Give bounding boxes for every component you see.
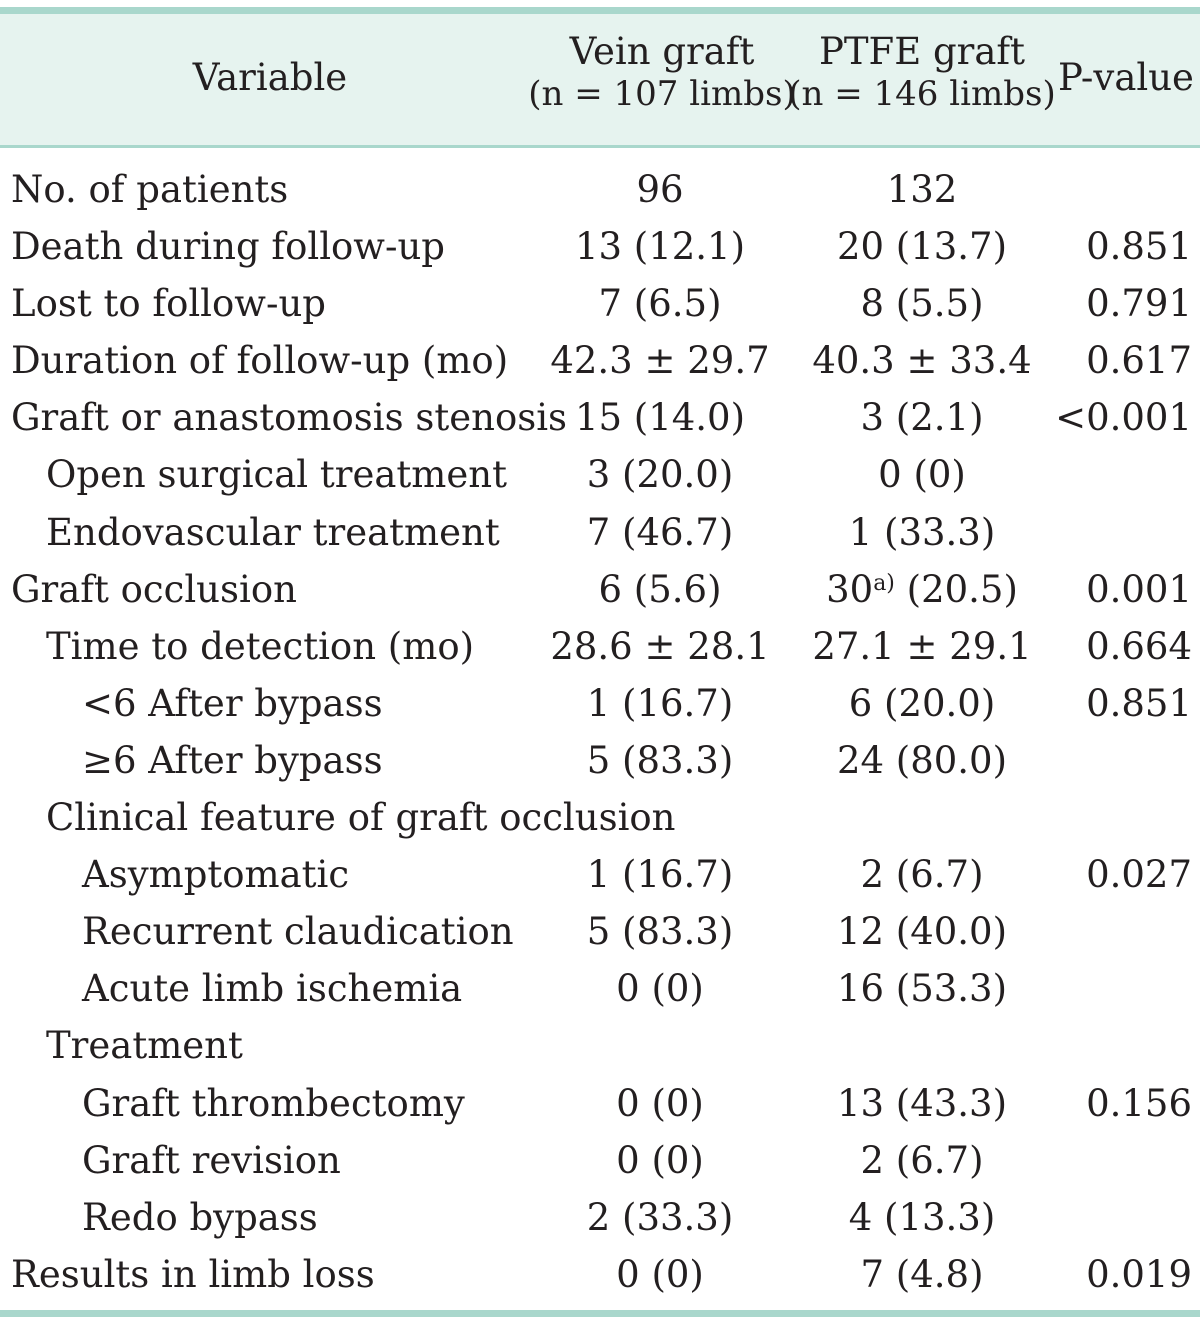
vein-value: 5 (83.3) (586, 738, 734, 782)
row-label: Time to detection (mo) (46, 624, 475, 668)
p-value: 0.001 (1086, 567, 1192, 611)
p-value: 0.851 (1086, 225, 1192, 269)
row-label: Results in limb loss (11, 1252, 375, 1296)
vein-value: 5 (83.3) (586, 910, 734, 954)
vein-value: 3 (20.0) (586, 453, 734, 497)
table-row (0, 960, 1200, 1017)
row-label: Endovascular treatment (46, 510, 500, 554)
p-value: 0.664 (1086, 624, 1192, 668)
table-row (0, 332, 1200, 389)
row-label: Asymptomatic (82, 853, 350, 897)
ptfe-value: 27.1 ± 29.1 (812, 624, 1032, 668)
vein-value: 0 (0) (616, 967, 704, 1011)
ptfe-value: 1 (33.3) (848, 510, 996, 554)
ptfe-value: 12 (40.0) (836, 910, 1008, 954)
table-body (0, 161, 1200, 1303)
header-vein-sub: (n = 107 limbs) (528, 74, 796, 115)
row-label: Graft occlusion (11, 567, 297, 611)
table-bottom-rule (0, 1310, 1200, 1317)
ptfe-value: 3 (2.1) (860, 396, 984, 440)
row-label: Graft thrombectomy (82, 1081, 465, 1125)
table-row (0, 1017, 1200, 1074)
table-row (0, 1075, 1200, 1132)
row-label: Clinical feature of graft occlusion (46, 796, 676, 840)
header-ptfe-graft (782, 30, 1062, 115)
header-ptfe-sub: (n = 146 limbs) (788, 74, 1056, 115)
ptfe-value: 8 (5.5) (860, 282, 984, 326)
vein-value: 1 (16.7) (586, 681, 734, 725)
vein-value: 7 (46.7) (586, 510, 734, 554)
header-pvalue: P-value (1058, 56, 1194, 99)
ptfe-value: 0 (0) (878, 453, 966, 497)
table-row (0, 561, 1200, 618)
p-value: 0.156 (1086, 1081, 1192, 1125)
row-label: Treatment (46, 1024, 243, 1068)
row-label: Lost to follow-up (11, 282, 326, 326)
ptfe-count: 30 (826, 567, 874, 611)
ptfe-value: 13 (43.3) (836, 1081, 1008, 1125)
vein-value: 96 (636, 168, 684, 211)
row-label: Redo bypass (82, 1195, 318, 1239)
row-label: Graft or anastomosis stenosis (11, 396, 568, 440)
table-row (0, 618, 1200, 675)
ptfe-percent: (20.5) (894, 567, 1018, 611)
vein-value: 13 (12.1) (574, 225, 746, 269)
ptfe-value: 2 (6.7) (860, 853, 984, 897)
table-row (0, 1189, 1200, 1246)
table-row (0, 789, 1200, 846)
vein-value: 0 (0) (616, 1252, 704, 1296)
row-label: ≥6 After bypass (82, 738, 383, 782)
p-value: 0.617 (1086, 339, 1192, 383)
vein-value: 0 (0) (616, 1081, 704, 1125)
table-row (0, 446, 1200, 503)
table-row (0, 1132, 1200, 1189)
footnote-marker: a) (873, 570, 895, 596)
table-row (0, 275, 1200, 332)
ptfe-value: 132 (886, 168, 958, 211)
row-label: Death during follow-up (11, 225, 445, 269)
row-label: Duration of follow-up (mo) (11, 339, 509, 383)
ptfe-value: 4 (13.3) (848, 1195, 996, 1239)
p-value: 0.791 (1086, 282, 1192, 326)
vein-value: 28.6 ± 28.1 (550, 624, 770, 668)
row-label: Open surgical treatment (46, 453, 507, 497)
table-row (0, 504, 1200, 561)
table-row (0, 389, 1200, 446)
table-row (0, 675, 1200, 732)
p-value: 0.019 (1086, 1252, 1192, 1296)
table-header (0, 14, 1200, 145)
ptfe-value: 2 (6.7) (860, 1138, 984, 1182)
header-ptfe-title: PTFE graft (818, 30, 1025, 73)
row-label: Graft revision (82, 1138, 341, 1182)
header-variable: Variable (192, 56, 348, 99)
table-row (0, 218, 1200, 275)
p-value: 0.027 (1086, 853, 1192, 897)
ptfe-value (782, 561, 1062, 618)
ptfe-value: 16 (53.3) (836, 967, 1008, 1011)
table-row (0, 161, 1200, 218)
table-row (0, 1246, 1200, 1303)
vein-value: 6 (5.6) (598, 567, 722, 611)
ptfe-value: 7 (4.8) (860, 1252, 984, 1296)
header-vein-title: Vein graft (569, 30, 755, 73)
header-divider (0, 145, 1200, 148)
p-value: 0.851 (1086, 681, 1192, 725)
table-top-rule (0, 7, 1200, 14)
vein-value: 1 (16.7) (586, 853, 734, 897)
table-row (0, 846, 1200, 903)
ptfe-value: 40.3 ± 33.4 (812, 339, 1032, 383)
table-row (0, 732, 1200, 789)
p-value: <0.001 (1055, 396, 1192, 440)
row-label: Recurrent claudication (82, 910, 514, 954)
ptfe-value: 6 (20.0) (848, 681, 996, 725)
row-label: No. of patients (11, 168, 289, 211)
vein-value: 7 (6.5) (598, 282, 722, 326)
header-vein-graft (522, 30, 802, 115)
vein-value: 42.3 ± 29.7 (550, 339, 770, 383)
ptfe-value: 24 (80.0) (836, 738, 1008, 782)
vein-value: 0 (0) (616, 1138, 704, 1182)
vein-value: 2 (33.3) (586, 1195, 734, 1239)
row-label: <6 After bypass (82, 681, 383, 725)
vein-value: 15 (14.0) (574, 396, 746, 440)
row-label: Acute limb ischemia (82, 967, 463, 1011)
table-row (0, 903, 1200, 960)
ptfe-value: 20 (13.7) (836, 225, 1008, 269)
